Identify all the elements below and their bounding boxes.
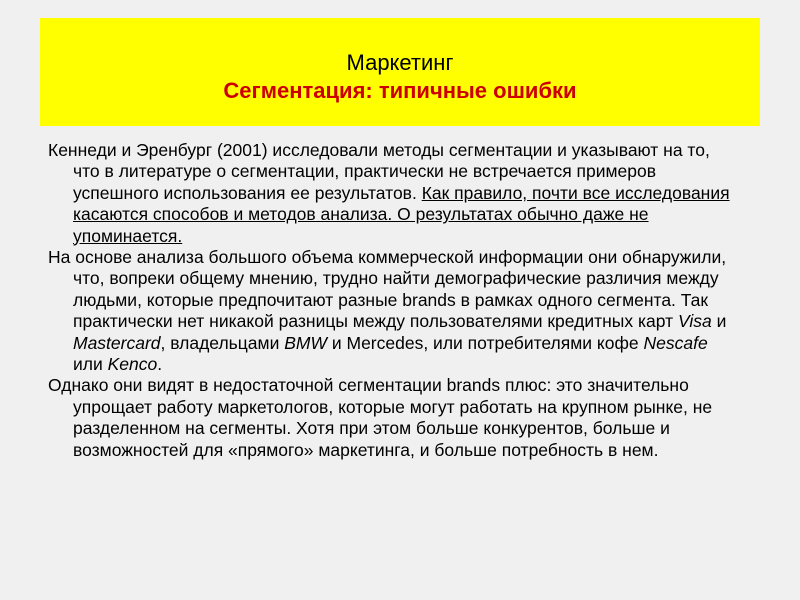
- slide-body: [48, 140, 732, 461]
- paragraph-1-text: Кеннеди и Эренбург (2001) исследовали методы сегментации и указывают на то, что в литературе о сегментации, практически не встречается примеров успешного использования ее результатов.: [48, 140, 710, 203]
- brand-bmw: BMW: [284, 332, 327, 353]
- paragraph-2-part1: На основе анализа большого объема коммерческой информации они обнаружили, что, вопреки общему мнению, трудно найти демографические различия между людьми, которые предпочитают разные brands в рамках одного сегмента. Так практически нет никакой разницы между пользователями кредитных карт: [48, 247, 727, 332]
- paragraph-2-and2: и Mercedes, или потребителями кофе: [327, 332, 644, 353]
- paragraph-2: [48, 247, 732, 375]
- paragraph-2-owners: , владельцами: [160, 332, 285, 353]
- paragraph-1: [48, 140, 732, 247]
- paragraph-3: Однако они видят в недостаточной сегментации brands плюс: это значительно упрощает работу маркетологов, которые могут работать на крупном рынке, не разделенном на сегменты. Хотя при этом больше конкурентов, больше и возможностей для «прямого» маркетинга, и больше потребность в нем.: [48, 375, 713, 460]
- paragraph-1-underlined: Как правило, почти все исследования касаются способов и методов анализа. О результатах обычно даже не упоминается.: [73, 182, 730, 246]
- paragraph-2-or: или: [73, 354, 108, 375]
- brand-visa: Visa: [677, 311, 712, 332]
- paragraph-2-end: .: [157, 354, 163, 375]
- slide-subtitle: Сегментация: типичные ошибки: [223, 78, 577, 103]
- brand-nescafe: Nescafe: [643, 332, 708, 353]
- paragraph-2-and1: и: [711, 311, 727, 332]
- brand-kenco: Kenco: [107, 354, 158, 375]
- title-banner: [40, 18, 760, 126]
- slide-title: Маркетинг: [346, 50, 454, 75]
- brand-mastercard: Mastercard: [73, 332, 161, 353]
